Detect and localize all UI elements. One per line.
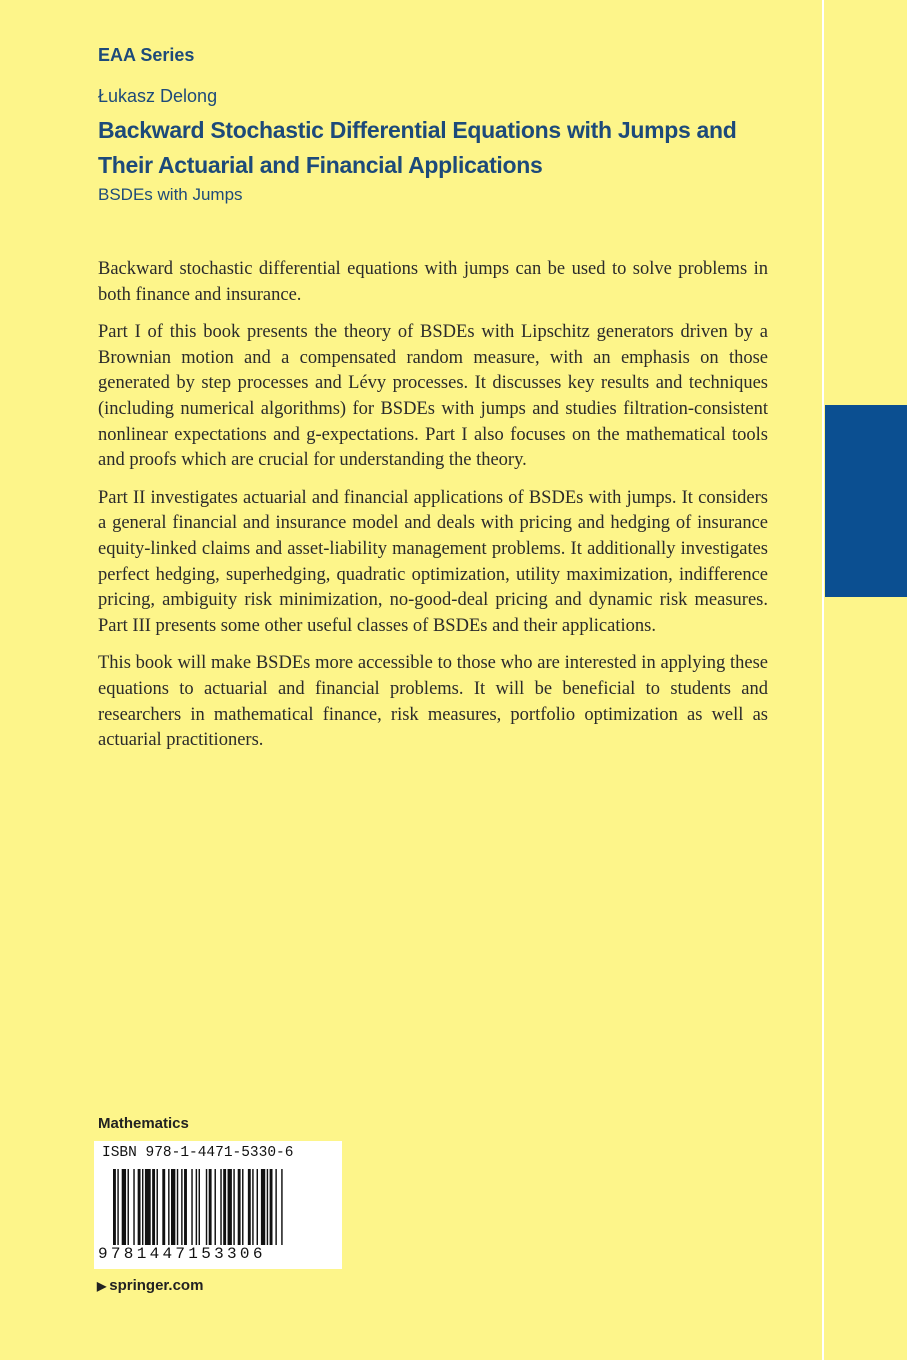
barcode-bar <box>177 1169 178 1245</box>
barcode-bar <box>191 1169 192 1245</box>
blurb-paragraph: Part II investigates actuarial and financial applications of BSDEs with jumps. It considers a general financial and insurance model and deals with pricing and hedging of insurance equity-linked claims and asset-liability management problems. It additionally investigates perfect hedging, superhedging, quadratic optimization, utility maximization, indifference pricing, ambiguity risk minimization, no-good-deal pricing and dynamic risk measures. Part III presents some other useful classes of BSDEs and their applications. <box>98 487 768 636</box>
barcode-bar <box>228 1169 232 1245</box>
barcode-bar <box>171 1169 175 1245</box>
blurb-paragraph: This book will make BSDEs more accessible to those who are interested in applying these equations to actuarial and financial problems. It will be beneficial to students and researchers in mathematical finance, risk measures, portfolio optimization as well as actuarial practitioners. <box>98 653 768 751</box>
barcode-bar <box>215 1169 216 1245</box>
barcode-bar <box>181 1169 182 1245</box>
barcode-bar <box>209 1169 212 1245</box>
spine-edge-line <box>822 0 824 1360</box>
barcode-bar <box>257 1169 258 1245</box>
barcode-bar <box>281 1169 282 1245</box>
barcode-bar <box>267 1169 268 1245</box>
barcode-bar <box>238 1169 241 1245</box>
barcode-bar <box>162 1169 165 1245</box>
barcode-bar <box>133 1169 134 1245</box>
website-label: springer.com <box>109 1277 204 1294</box>
isbn-barcode <box>94 1141 342 1269</box>
barcode-bar <box>117 1169 118 1245</box>
barcode-bar <box>220 1169 221 1245</box>
barcode-bar <box>248 1169 251 1245</box>
arrow-right-icon: ▶ <box>97 1279 107 1293</box>
title-line: Their Actuarial and Financial Applications <box>98 152 543 178</box>
barcode-bar <box>128 1169 129 1245</box>
barcode-bar <box>275 1169 276 1245</box>
blurb-paragraph: Backward stochastic differential equations with jumps can be used to solve problems in both finance and insurance. <box>98 259 768 305</box>
barcode-bar <box>223 1169 226 1245</box>
barcode-bar <box>270 1169 273 1245</box>
barcode-bar <box>242 1169 243 1245</box>
author-name: Łukasz Delong <box>98 86 218 106</box>
barcode-bars <box>113 1169 323 1245</box>
barcode-bar <box>261 1169 265 1245</box>
barcode-bar <box>157 1169 158 1245</box>
title-line: Backward Stochastic Differential Equations with Jumps and <box>98 117 737 143</box>
barcode-bar <box>152 1169 155 1245</box>
book-title <box>98 113 798 183</box>
blue-color-tab <box>825 405 907 597</box>
barcode-bar <box>142 1169 143 1245</box>
subject-category: Mathematics <box>98 1115 189 1132</box>
barcode-bar <box>145 1169 151 1245</box>
barcode-bar <box>199 1169 200 1245</box>
series-name: EAA Series <box>98 45 195 65</box>
barcode-bar <box>113 1169 116 1245</box>
barcode-bar <box>196 1169 197 1245</box>
barcode-bar <box>138 1169 141 1245</box>
barcode-bar <box>122 1169 126 1245</box>
barcode-bar <box>252 1169 253 1245</box>
barcode-digits: 9781447153306 <box>98 1245 266 1263</box>
barcode-bar <box>184 1169 187 1245</box>
publisher-website[interactable] <box>97 1277 203 1294</box>
book-subtitle: BSDEs with Jumps <box>98 185 243 204</box>
barcode-bar <box>233 1169 234 1245</box>
isbn-label: ISBN 978-1-4471-5330-6 <box>102 1145 294 1161</box>
blurb-paragraph: Part I of this book presents the theory of BSDEs with Lipschitz generators driven by a Brownian motion and a compensated random measure, with an emphasis on those generated by step processes and Lévy processes. It discusses key results and techniques (including numerical algorithms) for BSDEs with jumps and studies filtration-consistent nonlinear expectations and g-expectations. Part I also focuses on the mathematical tools and proofs which are crucial for understanding the theory. <box>98 322 768 471</box>
back-cover-blurb <box>98 257 768 766</box>
barcode-bar <box>168 1169 169 1245</box>
barcode-bar <box>206 1169 207 1245</box>
